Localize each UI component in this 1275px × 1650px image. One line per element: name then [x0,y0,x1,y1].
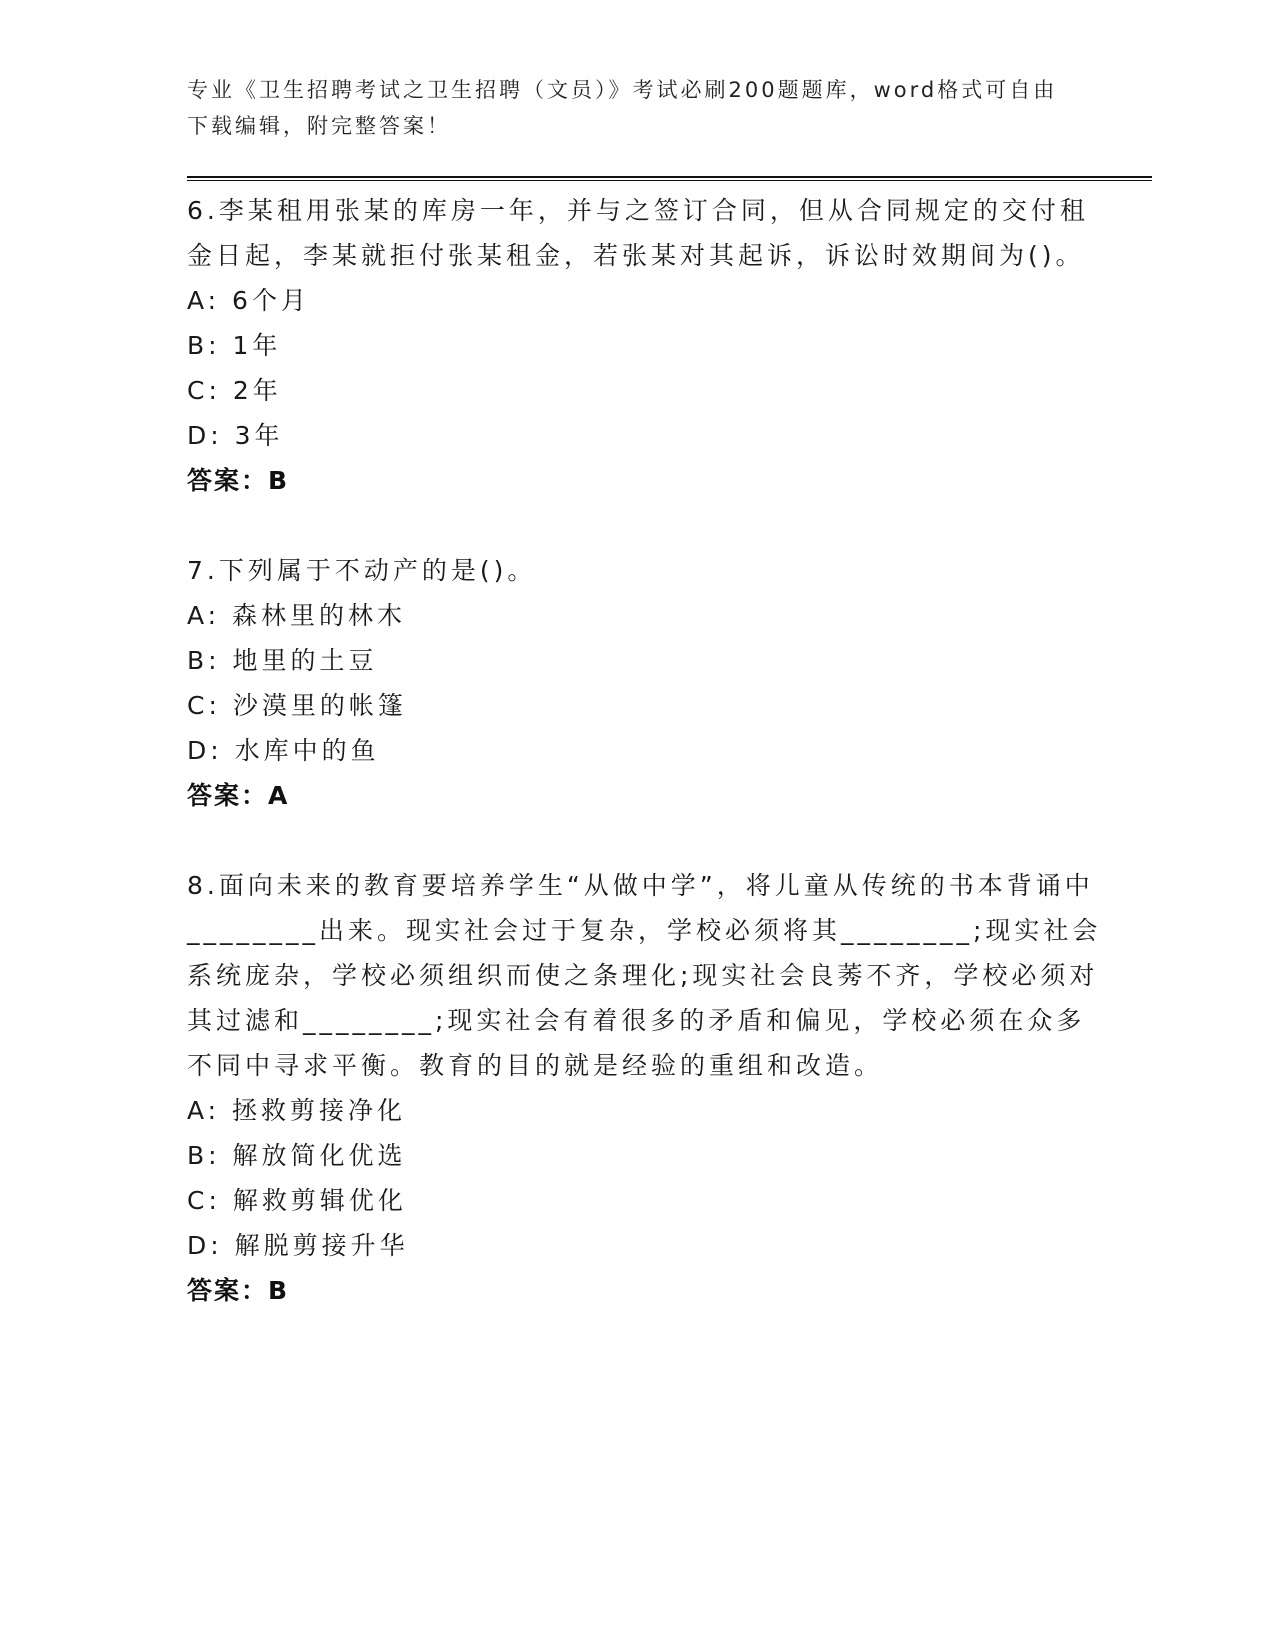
question-block [187,548,1107,818]
option-d: D: 3年 [187,421,284,450]
option-c: C: 解救剪辑优化 [187,1186,407,1215]
answer-line: 答案：A [187,781,290,810]
answer-line: 答案：B [187,1276,290,1305]
question-block [187,863,1107,1313]
option-b: B: 地里的土豆 [187,646,378,675]
header-divider [187,176,1152,181]
option-a: A: 拯救剪接净化 [187,1096,407,1125]
option-b: B: 解放简化优选 [187,1141,407,1170]
option-c: C: 2年 [187,376,282,405]
question-block [187,188,1107,503]
option-c: C: 沙漠里的帐篷 [187,691,407,720]
option-a: A: 森林里的林木 [187,601,407,630]
document-header: 专业《卫生招聘考试之卫生招聘（文员）》考试必刷200题题库，word格式可自由下载编辑，附完整答案！ [187,78,1058,138]
option-d: D: 解脱剪接升华 [187,1231,409,1260]
question-stem: 8.面向未来的教育要培养学生“从做中学”，将儿童从传统的书本背诵中________出来。现实社会过于复杂，学校必须将其________;现实社会系统庞杂，学校必须组织而使之条理化;现实社会良莠不齐，学校必须对其过滤和________;现实社会有着很多的矛盾和偏见，学校必须在众多不同中寻求平衡。教育的目的就是经验的重组和改造。 [187,871,1102,1080]
option-a: A: 6个月 [187,286,310,315]
question-stem: 7.下列属于不动产的是()。 [187,556,537,585]
question-stem: 6.李某租用张某的库房一年，并与之签订合同，但从合同规定的交付租金日起，李某就拒付张某租金，若张某对其起诉，诉讼时效期间为()。 [187,196,1089,270]
question-list [187,188,1107,1358]
option-d: D: 水库中的鱼 [187,736,380,765]
answer-line: 答案：B [187,466,290,495]
option-b: B: 1年 [187,331,282,360]
